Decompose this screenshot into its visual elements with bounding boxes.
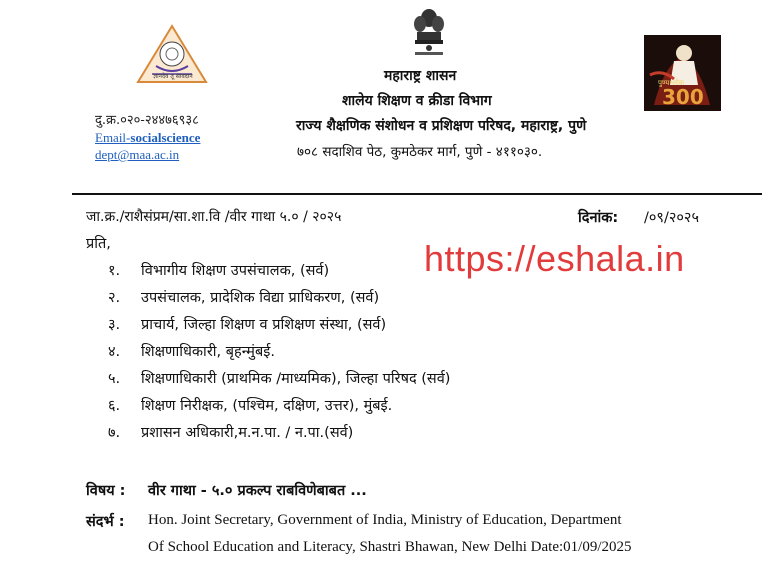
council-title: राज्य शैक्षणिक संशोधन व प्रशिक्षण परिषद, महाराष्ट्र, पुणे [296, 118, 587, 134]
email-address-link[interactable]: dept@maa.ac.in [95, 147, 180, 162]
subject-text: वीर गाथा - ५.० प्रकल्प राबविणेबाबत ... [148, 483, 367, 499]
website-watermark: https://eshala.in [424, 238, 685, 279]
list-item: ५. शिक्षणाधिकारी (प्राथमिक /माध्यमिक), जिल्हा परिषद (सर्व) [108, 371, 451, 387]
reference-line-2: Of School Education and Literacy, Shastri Bhawan, New Delhi Date:01/09/2025 [148, 539, 632, 555]
header-divider [72, 193, 762, 195]
govt-title: महाराष्ट्र शासन [384, 68, 457, 84]
list-item: २. उपसंचालक, प्रादेशिक विद्या प्राधिकरण, (सर्व) [108, 290, 380, 306]
email-prefix[interactable]: Email- [95, 130, 131, 145]
list-item: ३. प्राचार्य, जिल्हा शिक्षण व प्रशिक्षण संस्था, (सर्व) [108, 317, 387, 333]
list-item: १. विभागीय शिक्षण उपसंचालक, (सर्व) [108, 263, 330, 279]
list-item: ७. प्रशासन अधिकारी,म.न.पा. / न.पा.(सर्व) [108, 425, 354, 441]
salutation: प्रति, [86, 236, 111, 252]
reference-label: संदर्भ : [86, 514, 125, 530]
email-keyword[interactable]: socialscience [130, 130, 201, 145]
logo-300-text: 300 [662, 85, 704, 109]
logo-motto: ज्ञानदेव तू सावदान [153, 73, 193, 80]
address: ७०८ सदाशिव पेठ, कुमठेकर मार्ग, पुणे - ४११०३०. [297, 144, 543, 160]
svg-text:पुण्यश्लोक: पुण्यश्लोक [658, 79, 685, 87]
reference-line-1: Hon. Joint Secretary, Government of India, Ministry of Education, Department [148, 512, 622, 528]
list-item: ६. शिक्षण निरीक्षक, (पश्चिम, दक्षिण, उत्तर), मुंबई. [108, 398, 393, 414]
anniversary-logo [644, 35, 721, 111]
phone-number: दु.क्र.०२०-२४४७६९३८ [95, 113, 199, 128]
subject-label: विषय : [86, 483, 126, 499]
state-emblem [409, 6, 449, 62]
date-label: दिनांक: [578, 210, 619, 226]
list-item: ४. शिक्षणाधिकारी, बृहन्मुंबई. [108, 344, 275, 360]
date-value: /०९/२०२५ [644, 210, 700, 226]
dept-title: शालेय शिक्षण व क्रीडा विभाग [342, 93, 492, 109]
reference-number: जा.क्र./राशैसंप्रम/सा.शा.वि /वीर गाथा ५.० / २०२५ [86, 209, 342, 225]
